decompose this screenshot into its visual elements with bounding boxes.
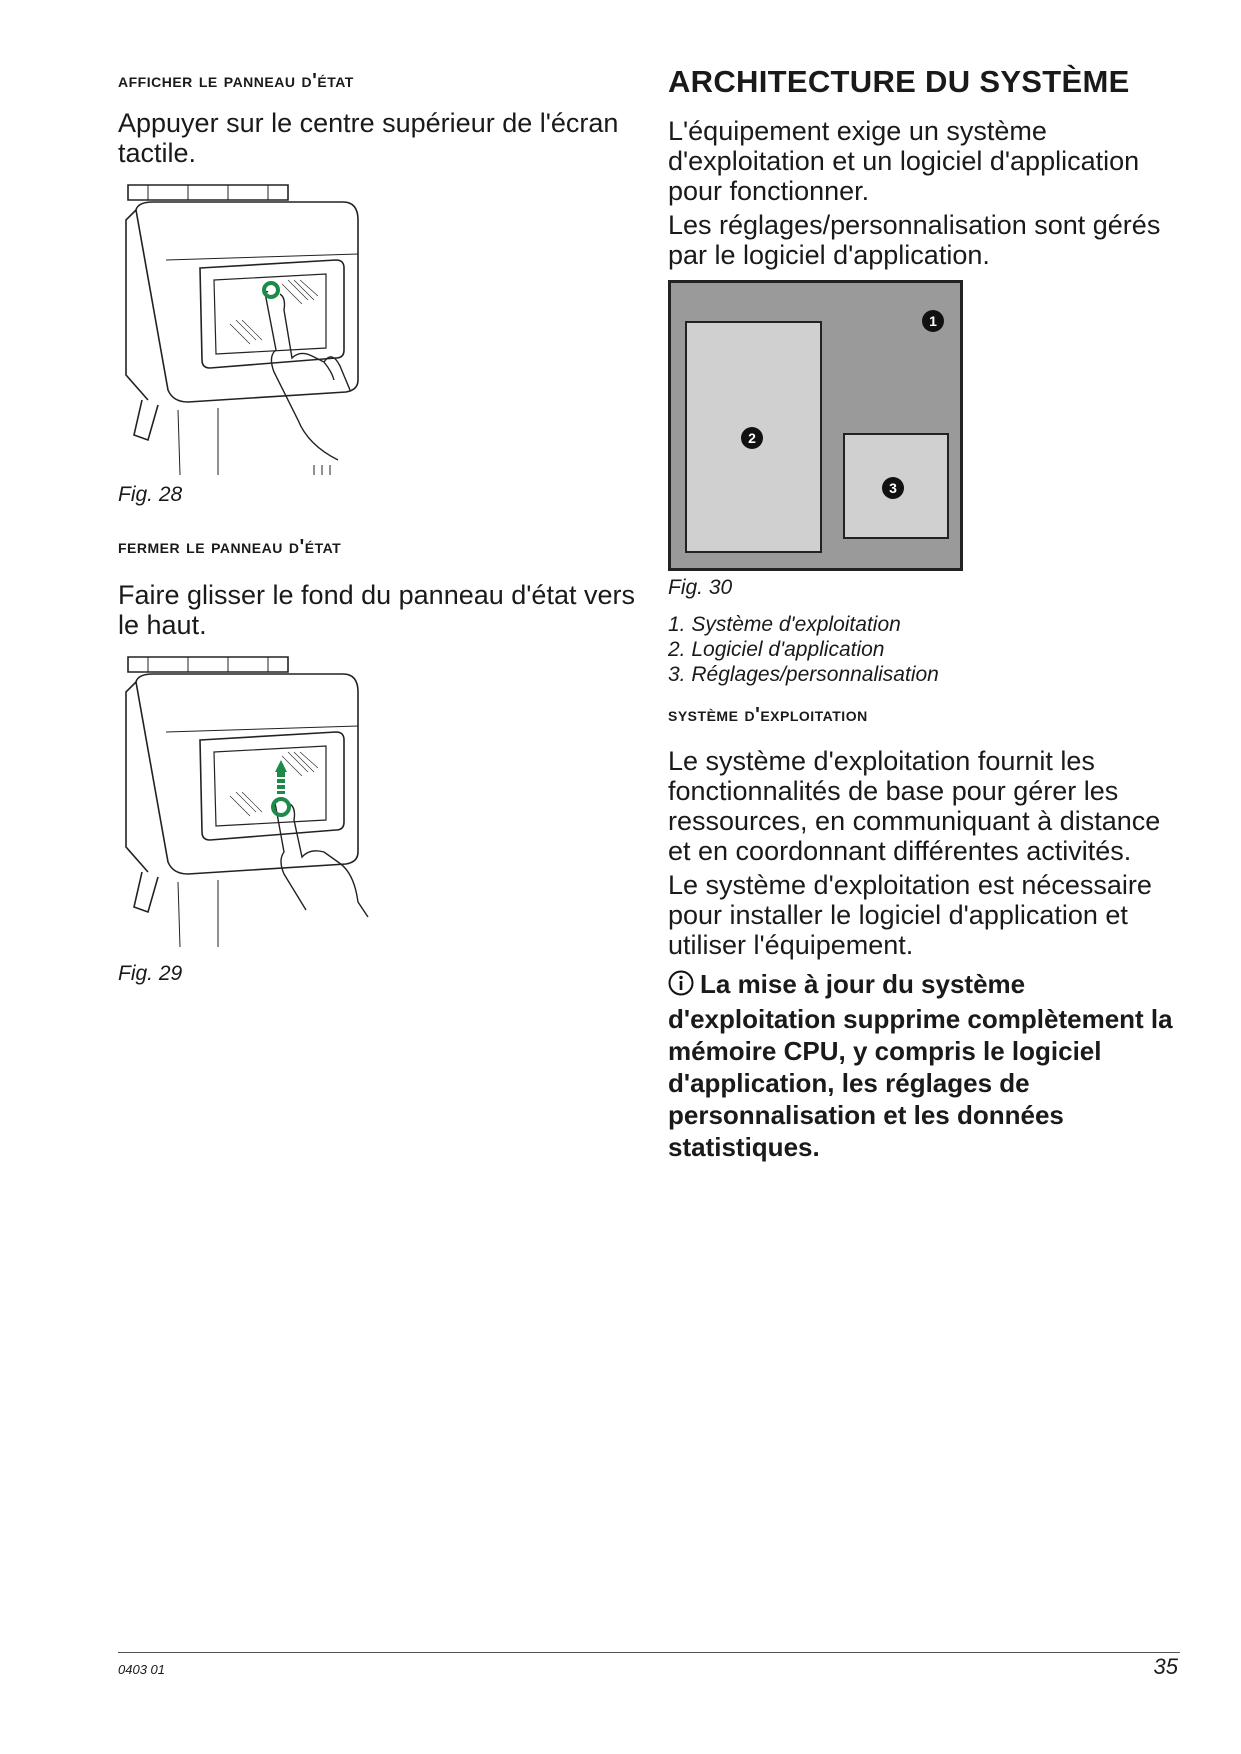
- diagram-label-2: 2: [741, 427, 763, 449]
- page-number: 35: [1153, 1654, 1178, 1679]
- figure-28-caption: Fig. 28: [118, 483, 183, 506]
- info-icon: [668, 970, 694, 1003]
- diagram-label-3: 3: [882, 477, 904, 499]
- legend-item: 2. Logiciel d'application: [668, 638, 885, 661]
- figure-29-swipe-up: [118, 652, 388, 952]
- system-architecture-diagram: [668, 280, 963, 571]
- section-heading-close-status-panel: fermer le panneau d'état: [118, 536, 342, 558]
- figure-30-caption: Fig. 30: [668, 576, 733, 599]
- warning-note: [668, 968, 1188, 1163]
- document-code: 0403 01: [118, 1662, 165, 1677]
- operating-system-paragraph-2: Le système d'exploitation est nécessaire pour installer le logiciel d'application et utiliser l'équipement.: [668, 870, 1152, 960]
- diagram-label-1: 1: [922, 310, 944, 332]
- diagram-legend: [668, 612, 939, 687]
- section-heading-show-status-panel: afficher le panneau d'état: [118, 70, 354, 92]
- architecture-paragraph-2: Les réglages/personnalisation sont gérés par le logiciel d'application.: [668, 210, 1161, 270]
- note-text: La mise à jour du système d'exploitation supprime complètement la mémoire CPU, y compris le logiciel d'application, les réglages de personnalisation et les données statistiques.: [668, 969, 1173, 1162]
- architecture-paragraph-1: L'équipement exige un système d'exploitation et un logiciel d'application pour fonctionner.: [668, 116, 1140, 206]
- figure-29-caption: Fig. 29: [118, 962, 183, 985]
- figure-28-tap-screen: [118, 180, 378, 480]
- section-heading-operating-system: système d'exploitation: [668, 704, 868, 726]
- page-title: ARCHITECTURE DU SYSTÈME: [668, 64, 1130, 99]
- operating-system-paragraph-1: Le système d'exploitation fournit les fonctionnalités de base pour gérer les ressources, en communiquant à distance et en coordonnant différentes activités.: [668, 746, 1161, 866]
- section-text-close-status-panel: Faire glisser le fond du panneau d'état vers le haut.: [118, 580, 635, 640]
- legend-item: 3. Réglages/personnalisation: [668, 663, 939, 686]
- section-text-show-status-panel: Appuyer sur le centre supérieur de l'écran tactile.: [118, 108, 619, 168]
- legend-item: 1. Système d'exploitation: [668, 613, 901, 636]
- footer-divider: [118, 1652, 1180, 1653]
- diagram-graphic: [668, 280, 963, 571]
